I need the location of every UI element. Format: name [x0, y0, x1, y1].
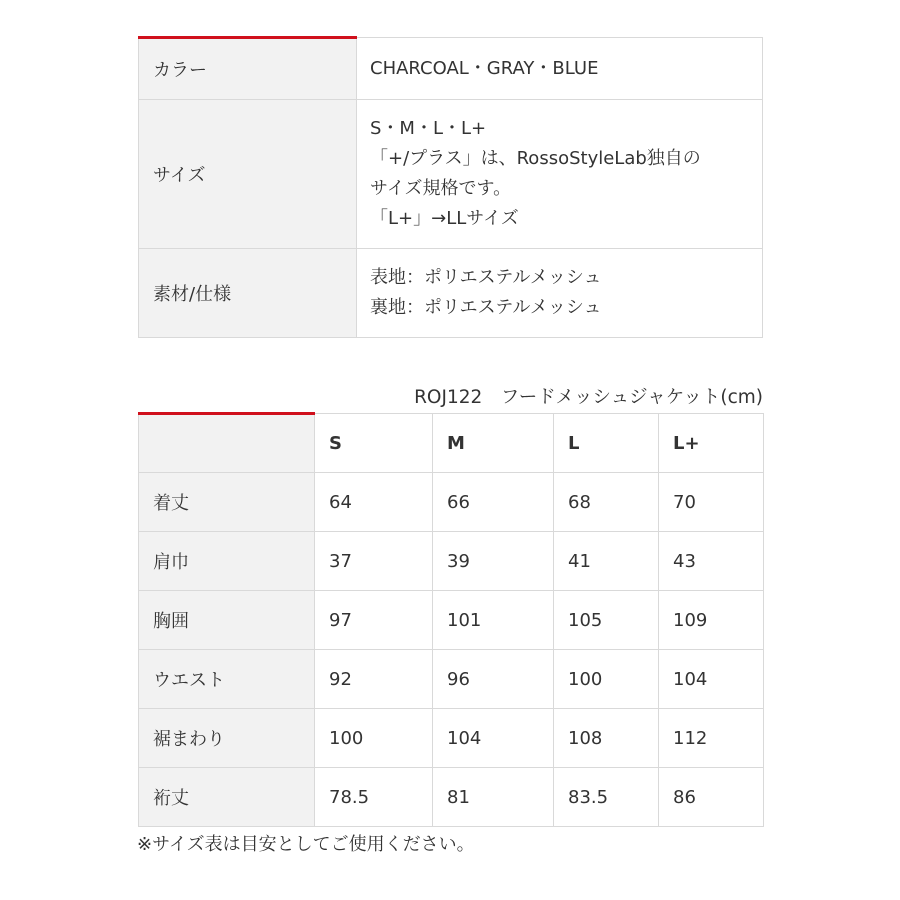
table-cell: 78.5 — [315, 768, 433, 827]
color-label: カラー — [153, 59, 207, 81]
table-cell: 64 — [315, 473, 433, 532]
table-cell: 81 — [433, 768, 554, 827]
size-line: サイズ規格です。 — [370, 178, 512, 199]
table-row — [139, 473, 764, 532]
table-cell: 109 — [659, 591, 764, 650]
material-line: 裏地：ポリエステルメッシュ — [370, 297, 602, 318]
row-label: 着丈 — [139, 473, 315, 532]
material-label: 素材/仕様 — [139, 249, 357, 338]
spec-row-color — [139, 38, 763, 100]
table-cell: 70 — [659, 473, 764, 532]
size-table — [138, 413, 764, 827]
size-line: 「+/プラス」は、RossoStyleLab独自の — [370, 148, 701, 169]
table-cell: 104 — [659, 650, 764, 709]
table-cell: 100 — [315, 709, 433, 768]
row-label: 胸囲 — [139, 591, 315, 650]
table-cell: 101 — [433, 591, 554, 650]
spec-label-cell — [139, 38, 357, 100]
table-cell: 97 — [315, 591, 433, 650]
table-row — [139, 532, 764, 591]
table-cell: 41 — [554, 532, 659, 591]
table-cell: 105 — [554, 591, 659, 650]
row-label: ウエスト — [139, 650, 315, 709]
size-line: S・M・L・L+ — [370, 118, 487, 139]
table-cell: 43 — [659, 532, 764, 591]
size-label: サイズ — [139, 100, 357, 249]
header-size-s: S — [315, 414, 433, 473]
table-cell: 83.5 — [554, 768, 659, 827]
header-size-l: L — [554, 414, 659, 473]
table-row — [139, 768, 764, 827]
table-row — [139, 591, 764, 650]
table-cell: 86 — [659, 768, 764, 827]
header-size-lplus: L+ — [659, 414, 764, 473]
table-cell: 96 — [433, 650, 554, 709]
table-cell: 100 — [554, 650, 659, 709]
header-size-m: M — [433, 414, 554, 473]
table-cell: 112 — [659, 709, 764, 768]
spec-row-size — [139, 100, 763, 249]
table-cell: 68 — [554, 473, 659, 532]
material-value — [357, 249, 763, 338]
table-cell: 108 — [554, 709, 659, 768]
spec-table — [138, 37, 763, 338]
color-value: CHARCOAL・GRAY・BLUE — [357, 38, 763, 100]
header-corner — [139, 414, 315, 473]
table-cell: 66 — [433, 473, 554, 532]
accent-bar — [138, 36, 357, 39]
size-table-header — [139, 414, 764, 473]
row-label: 裄丈 — [139, 768, 315, 827]
row-label: 肩巾 — [139, 532, 315, 591]
table-cell: 39 — [433, 532, 554, 591]
material-line: 表地：ポリエステルメッシュ — [370, 267, 602, 288]
accent-bar — [138, 412, 315, 415]
size-line: 「L+」→LLサイズ — [370, 208, 519, 229]
size-value — [357, 100, 763, 249]
table-cell: 92 — [315, 650, 433, 709]
table-cell: 37 — [315, 532, 433, 591]
row-label: 裾まわり — [139, 709, 315, 768]
spec-row-material — [139, 249, 763, 338]
table-row — [139, 650, 764, 709]
size-note: ※サイズ表は目安としてご使用ください。 — [137, 834, 475, 855]
table-cell: 104 — [433, 709, 554, 768]
size-table-title: ROJ122 フードメッシュジャケット(cm) — [414, 387, 763, 408]
table-row — [139, 709, 764, 768]
